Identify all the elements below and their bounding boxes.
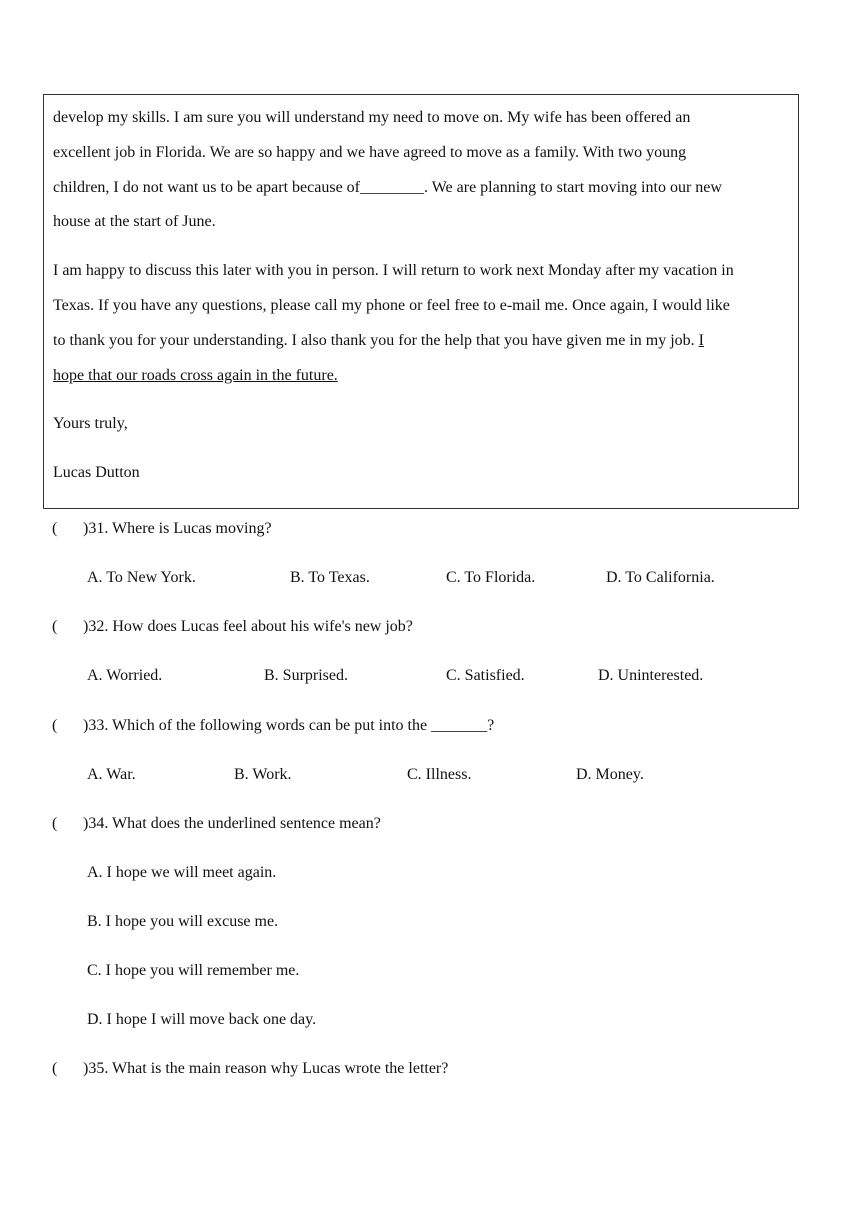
letter-closing: Yours truly, [53, 415, 128, 432]
q34-option-b: B. I hope you will excuse me. [87, 913, 279, 930]
answer-paren: ( [52, 618, 58, 635]
q31-option-d: D. To California. [606, 569, 715, 586]
letter-line: children, I do not want us to be apart because of________. We are planning to start moving into our new [53, 179, 722, 196]
q32-option-d: D. Uninterested. [598, 667, 704, 684]
letter-line: excellent job in Florida. We are so happy and we have agreed to move as a family. With two young [53, 144, 687, 161]
underlined-sentence: hope that our roads cross again in the future. [53, 367, 338, 384]
q33-option-d: D. Money. [576, 766, 644, 783]
q32-option-c: C. Satisfied. [446, 667, 525, 684]
q32-option-a: A. Worried. [87, 667, 163, 684]
letter-text: to thank you for your understanding. I also thank you for the help that you have given me in my job. [53, 332, 699, 349]
q34-option-c: C. I hope you will remember me. [87, 962, 300, 979]
question-33-mark: ? [487, 717, 495, 734]
answer-paren: ( [52, 520, 58, 537]
q31-option-a: A. To New York. [87, 569, 196, 586]
question-33 [83, 716, 494, 736]
q33-option-b: B. Work. [234, 766, 292, 783]
question-32: )32. How does Lucas feel about his wife's new job? [83, 618, 413, 635]
letter-signature: Lucas Dutton [53, 464, 140, 481]
q31-option-b: B. To Texas. [290, 569, 370, 586]
q34-option-a: A. I hope we will meet again. [87, 864, 277, 881]
question-31: )31. Where is Lucas moving? [83, 520, 272, 537]
letter-line: house at the start of June. [53, 213, 216, 230]
letter-line: develop my skills. I am sure you will understand my need to move on. My wife has been offered an [53, 109, 691, 126]
underlined-sentence-start: I [698, 332, 704, 349]
letter-line: I am happy to discuss this later with you in person. I will return to work next Monday after my vacation in [53, 262, 734, 279]
answer-paren: ( [52, 1060, 58, 1077]
answer-paren: ( [52, 815, 58, 832]
letter-line [53, 331, 704, 351]
letter-line: Texas. If you have any questions, please call my phone or feel free to e-mail me. Once again, I would like [53, 297, 730, 314]
q33-option-c: C. Illness. [407, 766, 472, 783]
question-33-text: )33. Which of the following words can be put into the [83, 717, 432, 734]
q33-option-a: A. War. [87, 766, 136, 783]
q34-option-d: D. I hope I will move back one day. [87, 1011, 317, 1028]
question-33-blank: _______ [431, 717, 488, 734]
q31-option-c: C. To Florida. [446, 569, 536, 586]
question-34: )34. What does the underlined sentence mean? [83, 815, 381, 832]
q32-option-b: B. Surprised. [264, 667, 348, 684]
answer-paren: ( [52, 717, 58, 734]
question-35: )35. What is the main reason why Lucas wrote the letter? [83, 1060, 449, 1077]
